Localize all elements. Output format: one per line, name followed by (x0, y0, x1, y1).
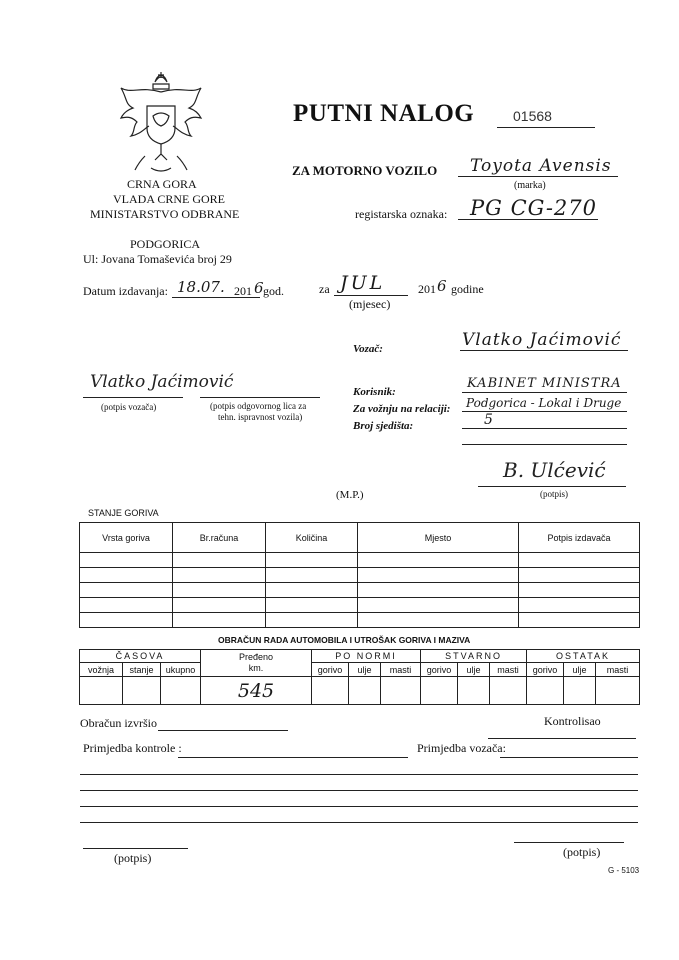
sub-ulje: ulje (349, 663, 381, 677)
sjedista-line (462, 428, 627, 429)
calc-cell[interactable] (527, 677, 564, 705)
potpis-right-line (514, 842, 624, 843)
reg-label: registarska oznaka: (355, 207, 448, 221)
vozac-signature: B. Ulćević (503, 458, 606, 482)
calc-cell[interactable] (80, 677, 123, 705)
fuel-cell[interactable] (519, 583, 640, 598)
tech-sign-line (200, 397, 320, 398)
stvarno-header: STVARNO (421, 650, 527, 663)
calc-data-row (80, 677, 640, 705)
obracun-line (158, 730, 288, 731)
fuel-cell[interactable] (173, 598, 266, 613)
potpis-line (478, 486, 626, 487)
sub-masti: masti (490, 663, 527, 677)
primjedba-kontrole-label: Primjedba kontrole : (83, 741, 182, 755)
issuer-government: VLADA CRNE GORE (113, 192, 226, 206)
potpis-caption: (potpis) (540, 489, 568, 499)
calc-cell[interactable] (312, 677, 349, 705)
year-prefix: 201 (418, 282, 436, 296)
issued-label: Datum izdavanja: (83, 284, 168, 298)
reg-line (458, 219, 598, 220)
godine-label: godine (451, 282, 484, 296)
sub-voznja: vožnja (80, 663, 123, 677)
sub-masti: masti (381, 663, 421, 677)
marka-label: (marka) (514, 180, 546, 191)
za-label: za (319, 282, 330, 296)
fuel-cell[interactable] (519, 553, 640, 568)
kontrolisao-line (488, 738, 636, 739)
issuer-address: Ul: Jovana Tomaševića broj 29 (83, 252, 232, 266)
driver-sign-line (83, 397, 183, 398)
sub-ukupno: ukupno (161, 663, 201, 677)
remark-line (178, 757, 408, 758)
fuel-col-mjesto: Mjesto (358, 523, 519, 553)
po-normi-header: PO NORMI (312, 650, 421, 663)
mjesec-label: (mjesec) (349, 297, 391, 311)
fuel-cell[interactable] (173, 568, 266, 583)
calc-cell[interactable] (381, 677, 421, 705)
fuel-cell[interactable] (358, 613, 519, 628)
fuel-col-vrsta: Vrsta goriva (80, 523, 173, 553)
calc-cell[interactable] (458, 677, 490, 705)
relacija-value[interactable]: Podgorica - Lokal i Druge (466, 396, 622, 410)
predeno-header (201, 650, 312, 677)
calc-cell[interactable] (421, 677, 458, 705)
fuel-cell[interactable] (358, 598, 519, 613)
casova-header: ČASOVA (80, 650, 201, 663)
remark-line (500, 757, 638, 758)
potpis-left-line (83, 848, 188, 849)
km-value: 545 (237, 679, 275, 702)
fuel-cell[interactable] (80, 613, 173, 628)
sub-gorivo: gorivo (421, 663, 458, 677)
relacija-label: Za vožnju na relaciji: (353, 403, 451, 415)
calc-table-title: OBRAČUN RADA AUTOMOBILA I UTROŠAK GORIVA I MAZIVA (218, 635, 471, 645)
form-number: 01568 (513, 108, 552, 124)
fuel-cell[interactable] (358, 568, 519, 583)
issued-year-digit[interactable]: 6 (254, 279, 264, 297)
calc-cell[interactable] (596, 677, 640, 705)
km-value-cell[interactable] (201, 677, 312, 705)
form-number-line (497, 127, 595, 128)
fuel-col-kolicina: Količina (266, 523, 358, 553)
year-digit[interactable]: 6 (437, 277, 447, 295)
reg-value[interactable]: PG CG-270 (470, 196, 597, 220)
calc-subheader-row (80, 663, 640, 677)
sub-gorivo: gorivo (312, 663, 349, 677)
primjedba-vozaca-label: Primjedba vozača: (417, 741, 506, 755)
form-code: G - 5103 (608, 866, 640, 875)
tech-caption-2: tehn. ispravnost vozila) (218, 412, 303, 422)
fuel-cell[interactable] (80, 598, 173, 613)
fuel-col-racun: Br.računa (173, 523, 266, 553)
calc-cell[interactable] (490, 677, 527, 705)
mp-label: (M.P.) (336, 489, 364, 501)
predeno-label: Pređeno (239, 652, 274, 662)
tech-caption-1: (potpis odgovornog lica za (210, 401, 307, 411)
fuel-cell[interactable] (80, 568, 173, 583)
fuel-row (80, 598, 640, 613)
vozac-line (460, 350, 628, 351)
driver-signature: Vlatko Jaćimović (90, 372, 234, 392)
fuel-row (80, 568, 640, 583)
vozac-label: Vozač: (353, 343, 383, 355)
issuer-country: CRNA GORA (127, 177, 197, 191)
vehicle-value[interactable]: Toyota Avensis (470, 156, 612, 176)
god-label: god. (263, 284, 284, 298)
sub-masti: masti (596, 663, 640, 677)
fuel-header-row (80, 523, 640, 553)
calc-cell[interactable] (123, 677, 161, 705)
vozac-value[interactable]: Vlatko Jaćimović (462, 330, 622, 350)
fuel-cell[interactable] (266, 613, 358, 628)
fuel-cell[interactable] (266, 598, 358, 613)
fuel-cell[interactable] (173, 553, 266, 568)
coat-of-arms-emblem (115, 68, 207, 178)
remark-line (80, 774, 638, 775)
fuel-cell[interactable] (358, 583, 519, 598)
issuer-ministry: MINISTARSTVO ODBRANE (90, 207, 240, 221)
vehicle-label: ZA MOTORNO VOZILO (292, 163, 438, 178)
ostatak-header: OSTATAK (527, 650, 640, 663)
korisnik-line (462, 392, 627, 393)
fuel-cell[interactable] (266, 553, 358, 568)
month-line (334, 295, 408, 296)
sub-ulje: ulje (564, 663, 596, 677)
fuel-cell[interactable] (173, 583, 266, 598)
fuel-cell[interactable] (173, 613, 266, 628)
fuel-cell[interactable] (519, 598, 640, 613)
fuel-cell[interactable] (519, 613, 640, 628)
form-title: PUTNI NALOG (293, 100, 475, 127)
fuel-row (80, 613, 640, 628)
sjedista-label: Broj sjedišta: (353, 420, 414, 432)
sub-stanje: stanje (123, 663, 161, 677)
obracun-label: Obračun izvršio (80, 716, 157, 730)
issuer-city: PODGORICA (130, 237, 201, 251)
fuel-cell[interactable] (358, 553, 519, 568)
issued-date-line (172, 297, 260, 298)
fuel-cell[interactable] (80, 553, 173, 568)
driver-caption: (potpis vozača) (101, 402, 157, 412)
fuel-cell[interactable] (80, 583, 173, 598)
fuel-cell[interactable] (519, 568, 640, 583)
calc-cell[interactable] (564, 677, 596, 705)
calc-header-row (80, 650, 640, 663)
fuel-row (80, 553, 640, 568)
potpis-right: (potpis) (563, 845, 601, 859)
month-value[interactable]: JUL (340, 272, 386, 294)
fuel-cell[interactable] (266, 568, 358, 583)
fuel-section-title: STANJE GORIVA (88, 508, 159, 518)
potpis-left: (potpis) (114, 851, 152, 865)
korisnik-value[interactable]: KABINET MINISTRA (467, 376, 622, 391)
fuel-table (79, 522, 640, 628)
korisnik-label: Korisnik: (353, 386, 396, 398)
issued-year-prefix: 201 (234, 284, 252, 298)
sub-ulje: ulje (458, 663, 490, 677)
sub-gorivo: gorivo (527, 663, 564, 677)
issued-date[interactable]: 18.07. (177, 278, 225, 296)
sjedista-value[interactable]: 5 (484, 412, 493, 428)
fuel-cell[interactable] (266, 583, 358, 598)
remark-line (80, 790, 638, 791)
fuel-col-potpis: Potpis izdavača (519, 523, 640, 553)
calc-cell[interactable] (161, 677, 201, 705)
calc-cell[interactable] (349, 677, 381, 705)
vehicle-line (458, 176, 618, 177)
remark-line (80, 806, 638, 807)
extra-line-1 (462, 444, 627, 445)
calc-table (79, 649, 640, 705)
remark-line (80, 822, 638, 823)
predeno-unit: km. (248, 663, 264, 673)
fuel-row (80, 583, 640, 598)
kontrolisao-label: Kontrolisao (544, 714, 601, 728)
